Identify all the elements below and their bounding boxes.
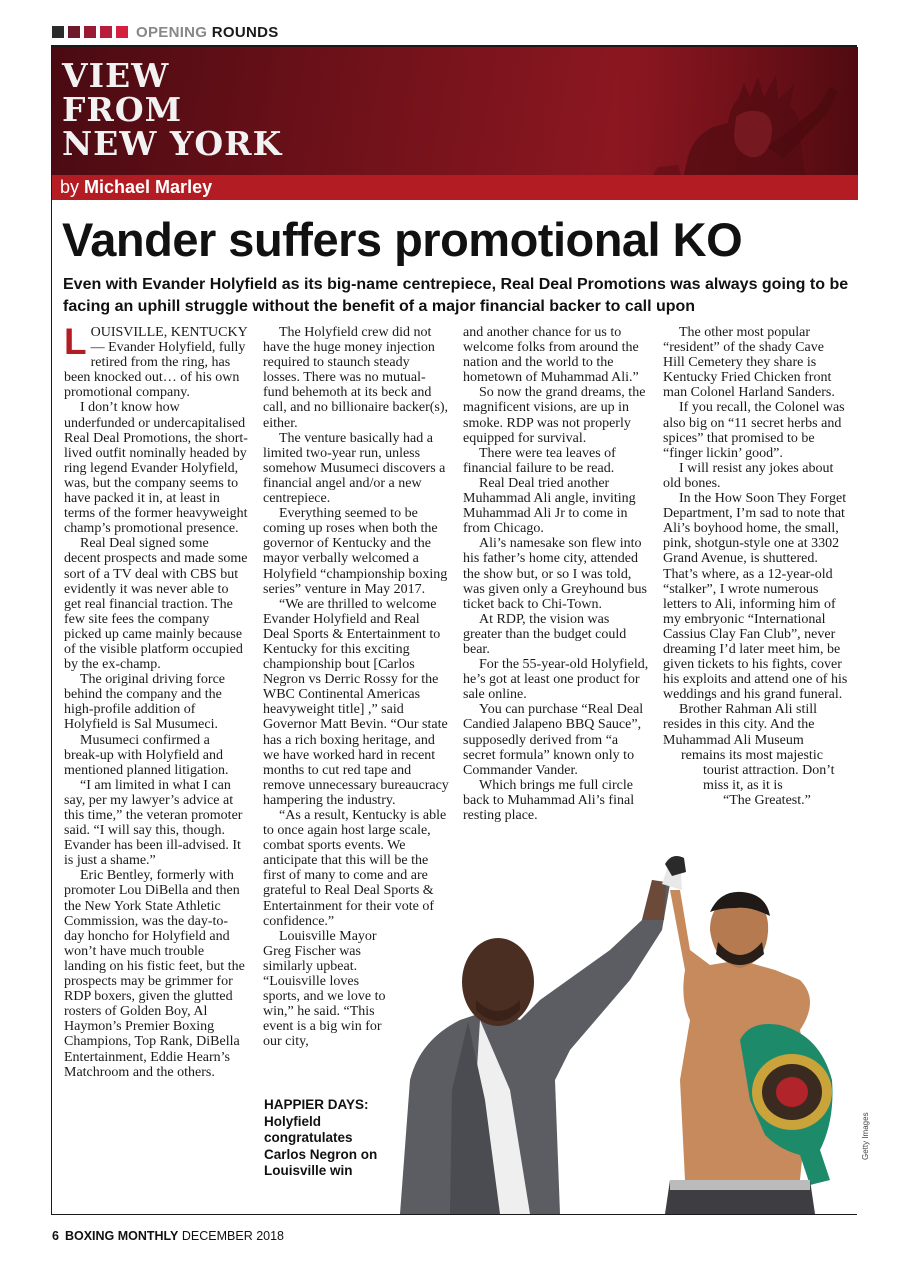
paragraph-line: remains its most majestic xyxy=(681,747,823,763)
section-label: OPENING ROUNDS xyxy=(136,23,279,41)
paragraph: At RDP, the vision was greater than the budget could bear. xyxy=(463,611,627,657)
paragraph: The venture basically had a limited two-year run, unless somehow Musumeci discovers a financial angel and/or a new centrepiece. xyxy=(263,430,446,507)
paragraph-line: miss it, as it is xyxy=(703,777,783,793)
paragraph: In the How Soon They Forget Department, I’m sad to note that Ali’s boyhood home, the small, pink, shotgun-style one at 3302 Grand Avenue, is shuttered. That’s where, as a 12-year-old “stalker”, I wrote numerous letters to Ali, informing him of my embryonic “International Cassius Clay Fan Club”, never dreaming I’d later meet him, be given tickets to his fights, cover his exploits and attend one of his weddings and his grand funeral. xyxy=(663,491,848,703)
byline: by Michael Marley xyxy=(60,177,213,197)
paragraph: “I am limited in what I can say, per my lawyer’s advice at this time,” the veteran promoter said. “I will say this, though. Evander has been ill-advised. It is just a shame.” xyxy=(64,777,243,869)
issue-date: DECEMBER 2018 xyxy=(181,1229,284,1243)
paragraph: So now the grand dreams, the magnificent visions, are up in smoke. RDP was not properly equipped for survival. xyxy=(463,385,646,446)
column-banner xyxy=(52,47,858,200)
paragraph: You can purchase “Real Deal Candied Jalapeno BBQ Sauce”, supposedly derived from “a secret formula” known only to Commander Vander. xyxy=(463,702,644,778)
paragraph-line: tourist attraction. Don’t xyxy=(703,762,835,778)
paragraph: Real Deal signed some decent prospects and made some sort of a TV deal with CBS but evidently it was never able to get real financial traction. The few site fees the company picked up came mainly because of the visible platform occupied by the ex-champ. xyxy=(64,536,248,673)
page-number: 6 xyxy=(52,1229,59,1243)
paragraph: For the 55-year-old Holyfield, he’s got at least one product for sale online. xyxy=(463,657,649,703)
byline-band xyxy=(52,175,858,200)
paragraph: Real Deal tried another Muhammad Ali angle, inviting Muhammad Ali Jr to come in from Chicago. xyxy=(463,475,636,537)
paragraph: Eric Bentley, formerly with promoter Lou DiBella and then the New York State Athletic Commission, was the day-to-day honcho for Holyfield and won’t have much trouble landing on his fistic feet, but the prospects may be grimmer for RDP boxers, given the glutted rosters of Golden Boy, Al Haymon’s Premier Boxing Champions, Top Rank, DiBella Entertainment, Eddie Hearn’s Matchroom and the others. xyxy=(64,868,245,1080)
page-footer xyxy=(52,1229,284,1243)
paragraph: I don’t know how underfunded or undercapitalised Real Deal Promotions, the short-lived outfit nominally headed by ring legend Evander Holyfield, was, but the company seems to have packed it in, at least in terms of the former heavyweight champ’s promotional presence. xyxy=(64,400,248,537)
article-column-1 xyxy=(64,321,248,1080)
paragraph: “We are thrilled to welcome Evander Holyfield and Real Deal Sports & Entertainment to Kentucky for this exciting championship bout [Carlos Negron vs Derric Rossy for the WBC Continental Americas heavyweight title] ,” said Governor Matt Bevin. “Our state has a rich boxing heritage, and we have worked hard in recent months to cut red tape and remove unnecessary bureaucracy hampering the industry. xyxy=(263,596,449,808)
photo-caption: HAPPIER DAYS: Holyfield congratulates Carlos Negron on Louisville win xyxy=(264,1097,378,1178)
paragraph: Musumeci confirmed a break-up with Holyfield and mentioned planned litigation. xyxy=(64,732,229,778)
author-name: Michael Marley xyxy=(84,177,213,197)
bottom-rule xyxy=(51,1214,857,1215)
paragraph: LOUISVILLE, KENTUCKY — Evander Holyfield, fully retired from the ring, has been knocked out… of his own promotional company. xyxy=(64,321,248,401)
standfirst: Even with Evander Holyfield as its big-name centrepiece, Real Deal Promotions was always going to be facing an uphill struggle without the benefit of a major financial backer to call upon xyxy=(63,276,849,315)
headline: Vander suffers promotional KO xyxy=(62,213,743,266)
paragraph: “As a result, Kentucky is able to once again host large scale, combat sports events. We anticipate that this will be the first of many to come and are grateful to Real Deal Sports & Entertainment for their vote of confidence.” xyxy=(263,808,447,929)
paragraph: Ali’s namesake son flew into his father’s home city, attended the show but, or so I was told, was given only a Greyhound bus ticket back to Chi-Town. xyxy=(463,536,647,612)
paragraph: The other most popular “resident” of the shady Cave Hill Cemetery they share is Kentucky Fried Chicken front man Colonel Harland Sanders. xyxy=(663,325,835,401)
paragraph: The original driving force behind the company and the high-profile addition of Holyfield is Sal Musumeci. xyxy=(64,672,226,733)
section-square xyxy=(52,26,64,38)
paragraph: Brother Rahman Ali still resides in this city. And the Muhammad Ali Museum xyxy=(663,702,818,748)
paragraph: Everything seemed to be coming up roses when both the governor of Kentucky and the mayor verbally welcomed a Holyfield “championship boxing series” venture in May 2017. xyxy=(263,506,448,597)
paragraph: I will resist any jokes about old bones. xyxy=(663,460,834,491)
paragraph: There were tea leaves of financial failure to be read. xyxy=(463,445,616,476)
section-square xyxy=(116,26,128,38)
paragraph-line: “The Greatest.” xyxy=(723,792,811,808)
paragraph: The Holyfield crew did not have the huge money injection required to staunch steady losses. There was no mutual-fund behemoth at its beck and call, and no billionaire backer(s), either. xyxy=(263,325,449,431)
section-header xyxy=(52,24,279,40)
left-rule xyxy=(51,45,52,1215)
paragraph: If you recall, the Colonel was also big on “11 secret herbs and spices” that promised to be “finger lickin’ good”. xyxy=(663,400,845,461)
section-square xyxy=(84,26,96,38)
paragraph: Which brings me full circle back to Muhammad Ali’s final resting place. xyxy=(463,777,635,823)
drop-cap: L xyxy=(64,321,87,362)
section-square xyxy=(68,26,80,38)
magazine-name: BOXING MONTHLY xyxy=(64,1229,179,1243)
paragraph: and another chance for us to welcome folks from around the nation and the world to the hometown of Muhammad Ali.” xyxy=(463,325,639,386)
article-column-4 xyxy=(663,325,849,808)
section-square xyxy=(100,26,112,38)
article-column-3 xyxy=(463,325,649,823)
holyfield-negron-photo xyxy=(380,850,857,1214)
column-title: VIEW FROM NEW YORK xyxy=(62,56,283,163)
photo-credit: Getty Images xyxy=(861,1112,870,1160)
paragraph: Louisville Mayor Greg Fischer was similarly upbeat. “Louisville loves sports, and we love to win,” he said. “This event is a big win for our city, xyxy=(263,928,386,1050)
